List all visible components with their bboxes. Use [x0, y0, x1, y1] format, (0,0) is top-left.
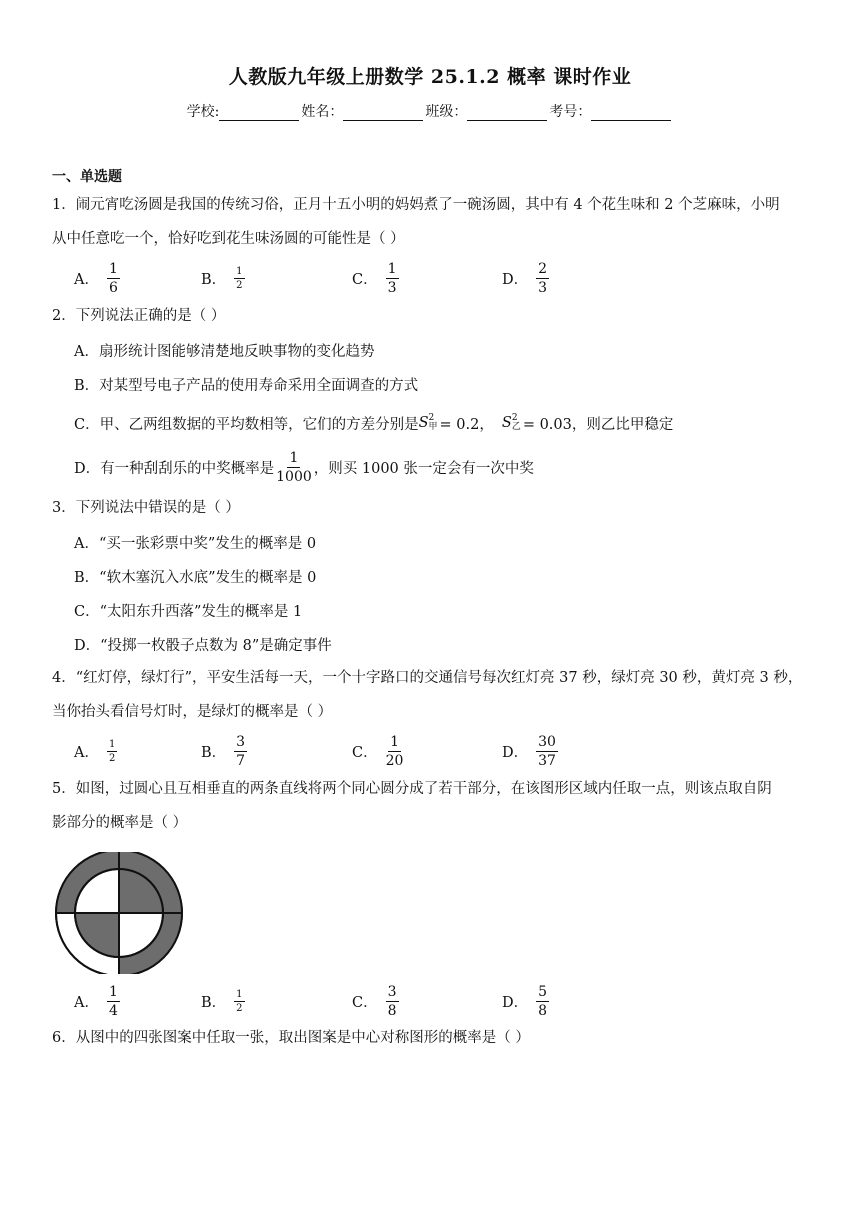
- q4-option-a: A． $\frac{1}{2}$: [74, 738, 116, 764]
- q5-option-d: D． $\frac{5}{8}$: [502, 983, 548, 1019]
- class-label: 班级：: [425, 104, 468, 120]
- concentric-circles-figure: [52, 852, 186, 974]
- q1-option-c: C． $\frac{1}{3}$: [352, 260, 397, 296]
- q3-option-b: B．“软木塞沉入水底”发生的概率是 0: [74, 569, 317, 586]
- question-2-stem: 2．下列说法正确的是（ ）: [52, 308, 226, 324]
- q2-option-b: B．对某型号电子产品的使用寿命采用全面调查的方式: [74, 377, 419, 394]
- question-1-line-2: 从中任意吃一个，恰好吃到花生味汤圆的可能性是（ ）: [52, 231, 405, 247]
- section-title: 一、单选题: [52, 169, 122, 185]
- q3-option-a: A．“买一张彩票中奖”发生的概率是 0: [74, 535, 317, 552]
- question-5-line-2: 影部分的概率是（ ）: [52, 815, 188, 831]
- q1-option-a: A． $\frac{1}{6}$: [74, 260, 118, 296]
- q1-option-d: D． $\frac{2}{3}$: [502, 260, 548, 296]
- school-blank: [219, 106, 299, 121]
- q1-option-b: B． $\frac{1}{2}$: [201, 265, 243, 291]
- student-info-line: [0, 101, 860, 121]
- q2-option-c: C．甲、乙两组数据的平均数相等，它们的方差分别是 S 2 甲 = 0.2， S 2 乙 = 0.03，则乙比甲稳定: [74, 413, 674, 433]
- class-blank: [467, 106, 547, 121]
- question-4-line-1: 4．“红灯停，绿灯行”，平安生活每一天，一个十字路口的交通信号每次红灯亮 37 秒，绿灯亮 30 秒，黄灯亮 3 秒，: [52, 670, 803, 686]
- question-4-line-2: 当你抬头看信号灯时，是绿灯的概率是（ ）: [52, 704, 333, 720]
- question-5-line-1: 5．如图，过圆心且互相垂直的两条直线将两个同心圆分成了若干部分，在该图形区域内任取一点，则该点取自阴: [52, 781, 772, 797]
- name-blank: [343, 106, 423, 121]
- exam-no-label: 考号：: [549, 104, 592, 120]
- q5-option-c: C． $\frac{3}{8}$: [352, 983, 397, 1019]
- question-1-options: [74, 256, 774, 300]
- question-6-stem: 6．从图中的四张图案中任取一张，取出图案是中心对称图形的概率是（ ）: [52, 1030, 530, 1046]
- school-label: 学校:: [186, 104, 220, 120]
- name-label: 姓名：: [301, 104, 344, 120]
- page-title: 人教版九年级上册数学 25.1.2 概率 课时作业: [228, 66, 632, 88]
- question-4-options: [74, 729, 774, 773]
- q2-option-a: A．扇形统计图能够清楚地反映事物的变化趋势: [74, 343, 375, 360]
- q4-option-b: B． $\frac{3}{7}$: [201, 733, 246, 769]
- q3-option-c: C．“太阳东升西落”发生的概率是 1: [74, 603, 303, 620]
- question-3-stem: 3．下列说法中错误的是（ ）: [52, 500, 240, 516]
- q5-option-a: A． $\frac{1}{4}$: [74, 983, 118, 1019]
- exam-no-blank: [591, 106, 671, 121]
- question-5-options: [74, 979, 774, 1023]
- question-1-line-1: 1．闹元宵吃汤圆是我国的传统习俗，正月十五小明的妈妈煮了一碗汤圆，其中有 4 个花生味和 2 个芝麻味，小明: [52, 197, 780, 213]
- q4-option-c: C． $\frac{1}{20}$: [352, 733, 404, 769]
- q4-option-d: D． $\frac{30}{37}$: [502, 733, 556, 769]
- q3-option-d: D．“投掷一枚骰子点数为 8”是确定事件: [74, 637, 332, 654]
- q5-option-b: B． $\frac{1}{2}$: [201, 988, 243, 1014]
- q2-option-d: D．有一种刮刮乐的中奖概率是 $\frac{1}{1000}$ ，则买 1000 张一定会有一次中奖: [74, 449, 534, 485]
